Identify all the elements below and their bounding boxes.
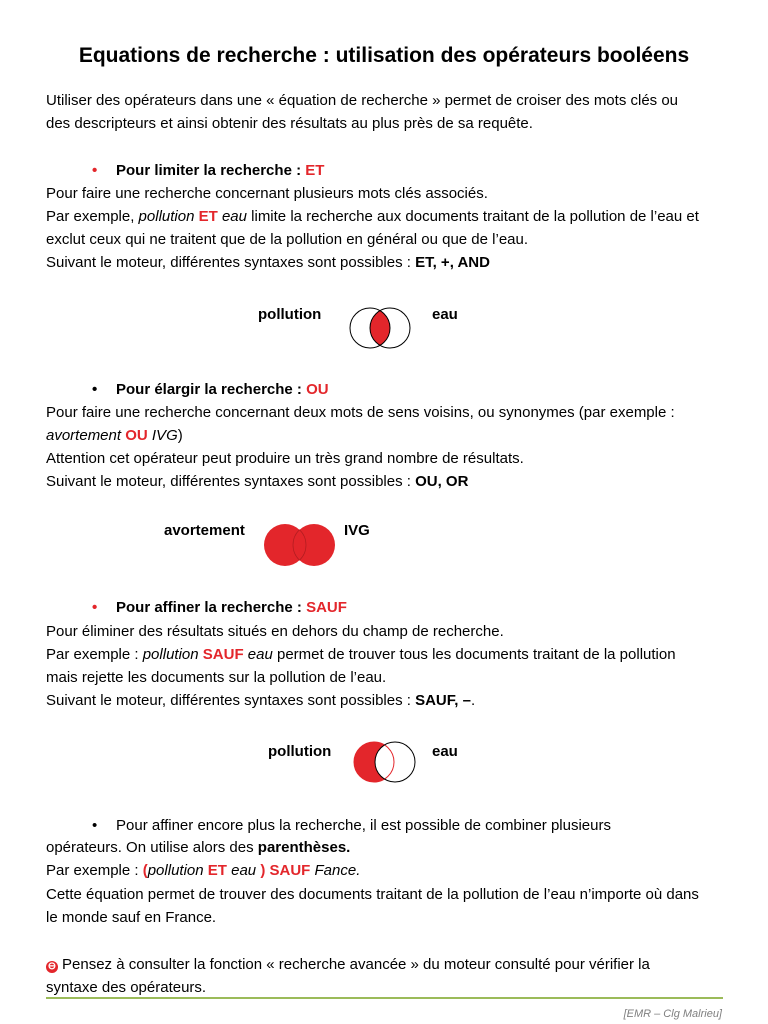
diagram-ou-left-label: avortement	[164, 522, 245, 539]
warning-icon: ⊖	[47, 961, 57, 972]
section-ou-heading: • Pour élargir la recherche : OU	[92, 381, 329, 398]
section-et-line-4: Suivant le moteur, différentes syntaxes sont possibles : ET, +, AND	[46, 254, 490, 271]
bullet-icon: •	[92, 817, 98, 834]
section-ou-line-2: avortement OU IVG)	[46, 427, 183, 444]
diagram-sauf-left-label: pollution	[268, 743, 332, 760]
section-combine-line-4: Cette équation permet de trouver des documents traitant de la pollution de l’eau n’importe où dans	[46, 886, 699, 903]
diagram-et-right-label: eau	[432, 306, 458, 323]
section-combine-heading: • Pour affiner encore plus la recherche, il est possible de combiner plusieurs	[92, 817, 611, 834]
section-sauf-line-1: Pour éliminer des résultats situés en dehors du champ de recherche.	[46, 623, 504, 640]
venn-union-diagram	[262, 523, 340, 567]
section-ou-line-3: Attention cet opérateur peut produire un très grand nombre de résultats.	[46, 450, 524, 467]
footer-credit: [EMR – Clg Malrieu]	[623, 1008, 722, 1020]
section-combine-line-3: Par exemple : (pollution ET eau ) SAUF Fance.	[46, 862, 361, 879]
diagram-sauf-right-label: eau	[432, 743, 458, 760]
operator-sauf: SAUF	[306, 599, 347, 616]
tip-line-2: syntaxe des opérateurs.	[46, 979, 207, 996]
page-title: Equations de recherche : utilisation des opérateurs booléens	[78, 44, 690, 67]
venn-intersection-diagram	[348, 307, 426, 349]
intro-line-2: des descripteurs et ainsi obtenir des résultats au plus près de sa requête.	[46, 115, 533, 132]
diagram-et-left-label: pollution	[258, 306, 322, 323]
section-ou-line-4: Suivant le moteur, différentes syntaxes sont possibles : OU, OR	[46, 473, 469, 490]
section-combine-line-2: opérateurs. On utilise alors des parenthèses.	[46, 839, 351, 856]
section-combine-line-5: le monde sauf en France.	[46, 909, 217, 926]
footer-rule	[46, 997, 723, 999]
tip-line-1: ⊖ Pensez à consulter la fonction « recherche avancée » du moteur consulté pour vérifier la	[47, 956, 650, 973]
bullet-icon: •	[92, 162, 98, 179]
bullet-icon: •	[92, 381, 98, 398]
intro-line-1: Utiliser des opérateurs dans une « équation de recherche » permet de croiser des mots clés ou	[46, 92, 679, 109]
diagram-ou-right-label: IVG	[344, 522, 370, 539]
section-sauf-line-3: mais rejette les documents sur la pollution de l’eau.	[46, 669, 387, 686]
section-et-heading: • Pour limiter la recherche : ET	[92, 162, 325, 179]
venn-difference-diagram	[352, 741, 426, 783]
section-sauf-heading: • Pour affiner la recherche : SAUF	[92, 599, 347, 616]
bullet-icon: •	[92, 599, 98, 616]
section-et-line-1: Pour faire une recherche concernant plusieurs mots clés associés.	[46, 185, 488, 202]
section-sauf-line-4: Suivant le moteur, différentes syntaxes sont possibles : SAUF, –.	[46, 692, 476, 709]
section-et-line-3: exclut ceux qui ne traitent que de la pollution en général ou que de l’eau.	[46, 231, 529, 248]
section-ou-line-1: Pour faire une recherche concernant deux mots de sens voisins, ou synonymes (par exemple :	[46, 404, 675, 421]
section-et-line-2: Par exemple, pollution ET eau limite la recherche aux documents traitant de la pollution de l’eau et	[46, 208, 699, 225]
operator-et: ET	[305, 162, 325, 179]
operator-ou: OU	[306, 381, 329, 398]
section-sauf-line-2: Par exemple : pollution SAUF eau permet de trouver tous les documents traitant de la pollution	[46, 646, 676, 663]
